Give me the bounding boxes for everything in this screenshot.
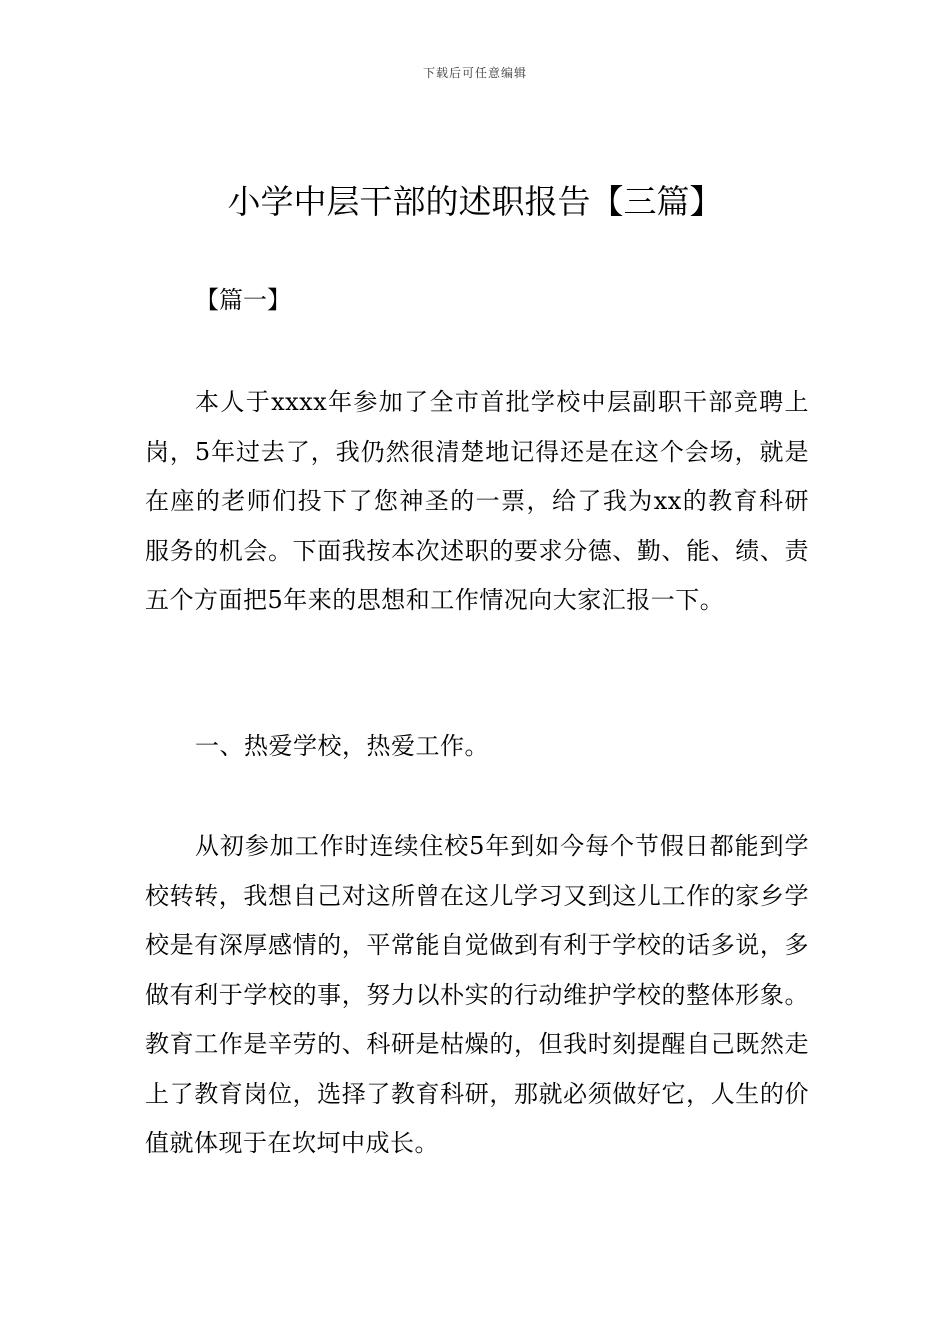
body-paragraph: 从初参加工作时连续住校5年到如今每个节假日都能到学校转转，我想自己对这所曾在这儿学习又到这儿工作的家乡学校是有深厚感情的，平常能自觉做到有利于学校的话多说，多做有利于学校的事，努力以朴实的行动维护学校的整体形象。教育工作是辛劳的、科研是枯燥的，但我时刻提醒自己既然走上了教育岗位，选择了教育科研，那就必须做好它，人生的价值就体现于在坎坷中成长。 [145, 832, 809, 1157]
section-heading: 一、热爱学校，热爱工作。 [195, 732, 489, 760]
section-label: 【篇一】 [195, 286, 291, 314]
page-header-note: 下载后可任意编辑 [422, 66, 527, 80]
body-paragraph: 本人于xxxx年参加了全市首批学校中层副职干部竞聘上岗，5年过去了，我仍然很清楚地记得还是在这个会场，就是在座的老师们投下了您神圣的一票，给了我为xx的教育科研服务的机会。下面我按本次述职的要求分德、勤、能、绩、责五个方面把5年来的思想和工作情况向大家汇报一下。 [145, 388, 809, 614]
document-title: 小学中层干部的述职报告【三篇】 [227, 182, 723, 221]
